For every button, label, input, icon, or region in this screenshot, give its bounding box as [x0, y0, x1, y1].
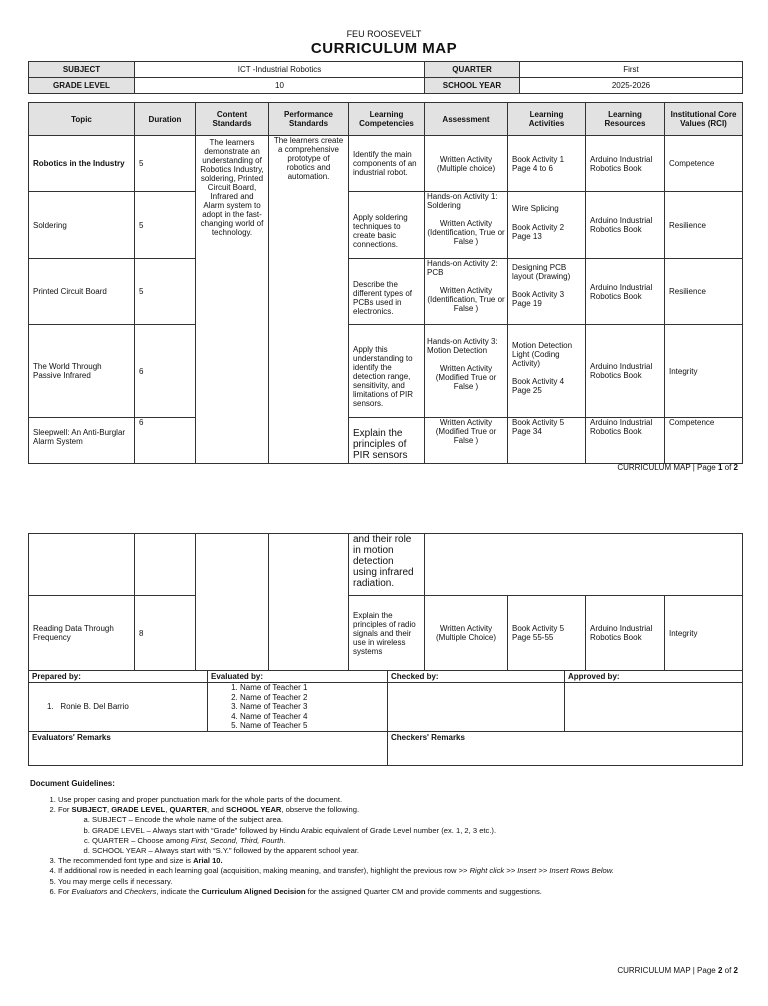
guidelines-list	[30, 795, 745, 897]
col-assessment: Assessment	[425, 103, 508, 136]
evaluated-by-cell	[208, 683, 388, 732]
duration-cell: 6	[135, 325, 196, 418]
guideline-subitem: c. QUARTER – Choose among First, Second, Third, Fourth.	[92, 836, 745, 846]
activity-book: Book Activity 3 Page 19	[512, 290, 565, 308]
topic-cell: The World Through Passive Infrared	[29, 325, 135, 418]
footer-of: of	[722, 966, 734, 975]
checked-by-cell	[388, 683, 565, 732]
core-values-cell: Competence	[665, 136, 743, 192]
resources-cell: Arduino Industrial Robotics Book	[586, 192, 665, 259]
assessment-written: Written Activity (Identification, True or False )	[427, 286, 505, 313]
activity-top: Motion Detection Light (Coding Activity)	[512, 341, 573, 368]
resources-cell: Arduino Industrial Robotics Book	[586, 325, 665, 418]
school-year-label: SCHOOL YEAR	[425, 78, 520, 94]
table-row	[29, 596, 743, 671]
topic-cell: Robotics in the Industry	[29, 136, 135, 192]
guideline-item: 4. If additional row is needed in each learning goal (acquisition, making meaning, and transfer), highlight the previous row >> Right click >> Insert >> Insert Rows Below.	[58, 866, 745, 876]
guideline-subitem: d. SCHOOL YEAR – Always start with “S.Y.” followed by the apparent school year.	[92, 846, 745, 856]
duration-cell: 8	[135, 596, 196, 671]
guideline-subitem: b. GRADE LEVEL – Always start with “Grade” followed by Hindu Arabic equivalent of Grade Level number (ex. 1, 2, 3 etc.).	[92, 826, 745, 836]
col-duration: Duration	[135, 103, 196, 136]
evaluated-by-label: Evaluated by:	[208, 671, 388, 683]
resources-cell: Arduino Industrial Robotics Book	[586, 259, 665, 325]
guideline-item: 6. For Evaluators and Checkers, indicate the Curriculum Aligned Decision for the assigned Quarter CM and provide comments and suggestions.	[58, 887, 745, 897]
prepared-by-label: Prepared by:	[29, 671, 208, 683]
content-standard-cell: The learners demonstrate an understanding of Robotics Industry, soldering, Printed Circuit Board, Infrared and Alarm system to adopt in the fast-changing world of technology.	[196, 136, 269, 464]
performance-standard-cell: The learners create a comprehensive prototype of robotics and automation.	[269, 136, 349, 464]
grade-level-value: 10	[135, 78, 425, 94]
competency-cell: Apply this understanding to identify the detection range, sensitivity, and limitations of PIR sensors.	[349, 325, 425, 418]
checked-by-label: Checked by:	[388, 671, 565, 683]
checkers-remarks: Checkers' Remarks	[388, 731, 743, 765]
core-values-cell: Resilience	[665, 192, 743, 259]
document-title: CURRICULUM MAP	[310, 40, 458, 57]
approved-by-label: Approved by:	[565, 671, 743, 683]
core-values-cell: Resilience	[665, 259, 743, 325]
assessment-cell: Written Activity (Modified True or False )	[425, 418, 508, 464]
topic-cell: Printed Circuit Board	[29, 259, 135, 325]
col-topic: Topic	[29, 103, 135, 136]
table-row	[29, 418, 743, 464]
assessment-cell: Written Activity (Multiple choice)	[425, 136, 508, 192]
guidelines-title: Document Guidelines:	[30, 779, 115, 788]
core-values-cell: Integrity	[665, 325, 743, 418]
col-core-values: Institutional Core Values (RCI)	[665, 103, 743, 136]
evaluators-remarks: Evaluators' Remarks	[29, 731, 388, 765]
footer-page: 1	[717, 463, 723, 472]
assessment-cell: Written Activity (Multiple Choice)	[425, 596, 508, 671]
topic-cell: Sleepwell: An Anti-Burglar Alarm System	[29, 418, 135, 464]
col-learning-activities: Learning Activities	[508, 103, 586, 136]
subject-label: SUBJECT	[29, 62, 135, 78]
curriculum-table-page2	[28, 533, 743, 671]
guideline-item: 5. You may merge cells if necessary.	[58, 877, 745, 887]
topic-cell: Soldering	[29, 192, 135, 259]
core-values-cell: Competence	[665, 418, 743, 464]
footer-prefix: CURRICULUM MAP | Page	[617, 463, 718, 472]
footer-of: of	[722, 463, 734, 472]
grade-level-label: GRADE LEVEL	[29, 78, 135, 94]
footer-total: 2	[733, 463, 738, 472]
assessment-hands-on: Hands-on Activity 3: Motion Detection	[427, 337, 498, 355]
preparer-name: Ronie B. Del Barrio	[60, 702, 129, 712]
assessment-written: Written Activity (Modified True or False )	[435, 364, 497, 391]
activity-top: Wire Splicing	[512, 204, 559, 213]
assessment-written: Written Activity (Identification, True or False )	[427, 219, 505, 246]
resources-cell: Arduino Industrial Robotics Book	[586, 136, 665, 192]
guideline-subitem: a. SUBJECT – Encode the whole name of the subject area.	[92, 815, 745, 825]
footer-total: 2	[733, 966, 738, 975]
duration-cell: 6	[135, 418, 196, 464]
duration-cell: 5	[135, 136, 196, 192]
school-year-value: 2025-2026	[520, 78, 743, 94]
col-content-standards: Content Standards	[196, 103, 269, 136]
resources-cell: Arduino Industrial Robotics Book	[586, 418, 665, 464]
school-name: FEU ROOSEVELT	[346, 29, 422, 39]
footer-prefix: CURRICULUM MAP | Page	[617, 966, 718, 975]
evaluator-name: 3. Name of Teacher 3	[240, 702, 387, 712]
guideline-item: 1. Use proper casing and proper punctuation mark for the whole parts of the document.	[58, 795, 745, 805]
header-info-table	[28, 61, 743, 94]
competency-cell: Describe the different types of PCBs used in electronics.	[349, 259, 425, 325]
core-values-cell: Integrity	[665, 596, 743, 671]
topic-cell: Reading Data Through Frequency	[29, 596, 135, 671]
assessment-hands-on: Hands-on Activity 1: Soldering	[427, 192, 498, 210]
competency-cell: Explain the principles of PIR sensors	[349, 418, 425, 464]
evaluator-name: 5. Name of Teacher 5	[240, 721, 387, 731]
col-learning-competencies: Learning Competencies	[349, 103, 425, 136]
quarter-label: QUARTER	[425, 62, 520, 78]
activities-cell: Book Activity 5 Page 55-55	[508, 596, 586, 671]
page-footer-2	[617, 966, 738, 975]
col-performance-standards: Performance Standards	[269, 103, 349, 136]
evaluator-name: 2. Name of Teacher 2	[240, 693, 387, 703]
table-row	[29, 534, 743, 596]
resources-cell: Arduino Industrial Robotics Book	[586, 596, 665, 671]
competency-continued-cell: and their role in motion detection using infrared radiation.	[349, 534, 425, 596]
competency-cell: Apply soldering techniques to create basic connections.	[349, 192, 425, 259]
duration-cell: 5	[135, 192, 196, 259]
page-footer-1	[617, 463, 738, 472]
curriculum-table-page1	[28, 102, 743, 464]
assessment-hands-on: Hands-on Activity 2: PCB	[427, 259, 498, 277]
activities-cell: Book Activity 5 Page 34	[508, 418, 586, 464]
activities-cell: Book Activity 1 Page 4 to 6	[508, 136, 586, 192]
prepared-by-cell: 1. Ronie B. Del Barrio	[29, 683, 208, 732]
evaluator-name: 4. Name of Teacher 4	[240, 712, 387, 722]
duration-cell: 5	[135, 259, 196, 325]
evaluator-name: 1. Name of Teacher 1	[240, 683, 387, 693]
guideline-item: 3. The recommended font type and size is Arial 10.	[58, 856, 745, 866]
footer-page: 2	[717, 966, 723, 975]
quarter-value: First	[520, 62, 743, 78]
table-row	[29, 259, 743, 325]
table-row	[29, 192, 743, 259]
signatures-table	[28, 670, 743, 766]
activity-top: Designing PCB layout (Drawing)	[512, 263, 571, 281]
competency-cell: Identify the main components of an industrial robot.	[349, 136, 425, 192]
guideline-item: 2. For SUBJECT, GRADE LEVEL, QUARTER, and SCHOOL YEAR, observe the following. a. SUBJECT – Encode the whole name of the subject area. b. GRADE LEVEL – Always start with “Grade” followed by Hindu Arabic equivalent of Grade Level number (ex. 1, 2, 3 etc.). c. QUARTER – Choose among First, Second, Third, Fourth. d. SCHOOL YEAR – Always start with “S.Y.” followed by the apparent school year.	[58, 805, 745, 856]
activity-book: Book Activity 4 Page 25	[512, 377, 565, 395]
table-row	[29, 325, 743, 418]
col-learning-resources: Learning Resources	[586, 103, 665, 136]
competency-cell: Explain the principles of radio signals and their use in wireless systems	[349, 596, 425, 671]
activity-book: Book Activity 2 Page 13	[512, 223, 565, 241]
approved-by-cell	[565, 683, 743, 732]
table-row	[29, 136, 743, 192]
subject-value: ICT -Industrial Robotics	[135, 62, 425, 78]
